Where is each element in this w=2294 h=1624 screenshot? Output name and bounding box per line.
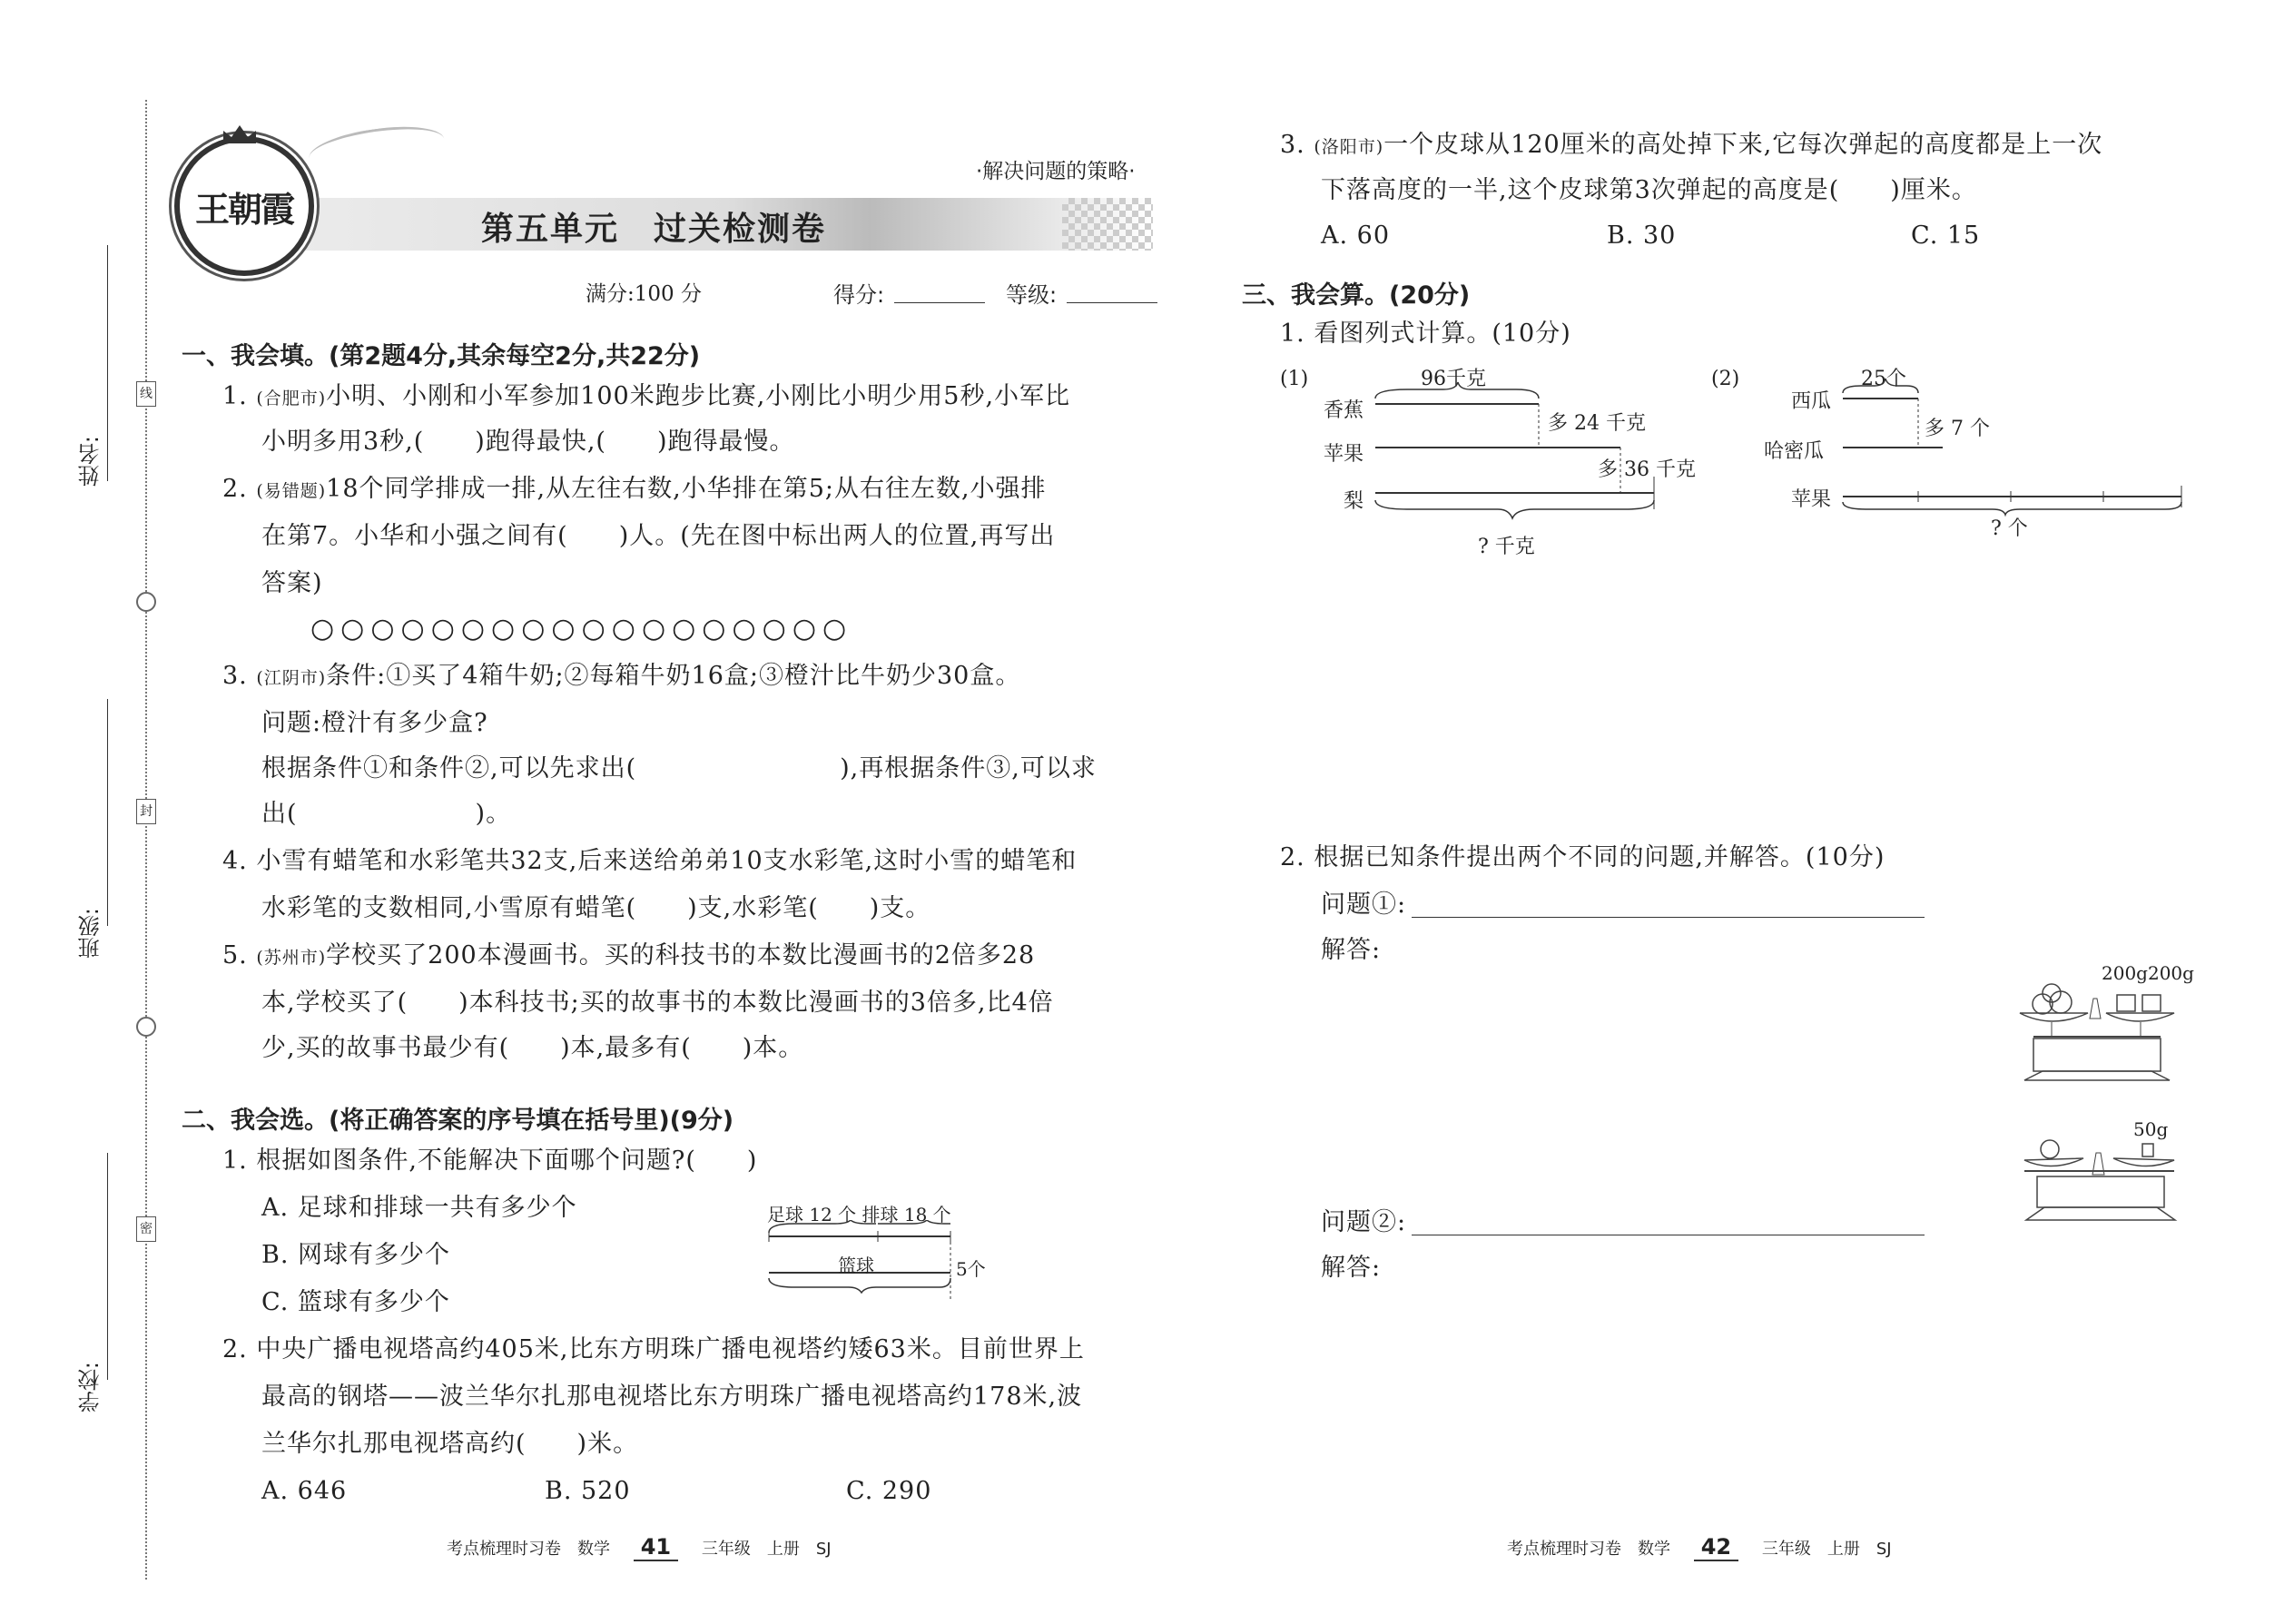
ball-diagram-top-label: 足球 12 个 排球 18 个: [767, 1204, 951, 1225]
diagram1-label-banana: 香蕉: [1324, 399, 1364, 422]
problem2-label: 问题②:: [1321, 1208, 1407, 1236]
answer1-label: 解答:: [1321, 936, 1382, 964]
problem1-field[interactable]: [1412, 917, 1925, 918]
diagram1-label-apple: 苹果: [1324, 443, 1364, 466]
s2-q2-option-a[interactable]: A. 646: [261, 1477, 348, 1505]
diagram1-more1: 多 24 千克: [1548, 412, 1646, 435]
q5-line2: 本,学校买了( )本科技书;买的故事书的本数比漫画书的3倍多,比4倍: [261, 989, 1054, 1017]
grade-field[interactable]: [1067, 302, 1157, 303]
weight-diagram: [1280, 359, 1707, 558]
q5-tag: (苏州市): [256, 948, 327, 968]
diagram1-top: 96千克: [1421, 368, 1486, 390]
seal-mark-mi: 密: [136, 1216, 156, 1242]
weight-label-2: 50g: [2133, 1118, 2169, 1140]
seal-mark-feng: 封: [136, 799, 156, 824]
q3-line4: 出( )。: [261, 800, 512, 828]
diagram2-top: 25个: [1861, 368, 1906, 390]
s2-q3-option-b[interactable]: B. 30: [1607, 221, 1677, 250]
diagram1-num: (1): [1280, 368, 1309, 390]
logo-text: 王朝霞: [194, 189, 293, 230]
q1-line2: 小明多用3秒,( )跑得最快,( )跑得最慢。: [261, 428, 795, 456]
q2-line1: 2. (易错题)18个同学排成一排,从左往右数,小华排在第5;从右往左数,小强排: [222, 475, 1047, 503]
diagram1-more2: 多 36 千克: [1598, 458, 1696, 481]
diagram2-more: 多 7 个: [1925, 418, 1990, 440]
ribbon-decoration: [307, 120, 448, 177]
header-tagline: ·解决问题的策略·: [976, 160, 1136, 183]
s2-q3-line2: 下落高度的一半,这个皮球第3次弹起的高度是( )厘米。: [1321, 176, 1977, 204]
s2-q2-line3: 兰华尔扎那电视塔高约( )米。: [261, 1430, 639, 1458]
q3-line1: 3. (江阴市)条件:①买了4箱牛奶;②每箱牛奶16盒;③橙汁比牛奶少30盒。: [222, 662, 1021, 690]
diagram2-label-watermelon: 西瓜: [1791, 390, 1832, 413]
q4-line1: 4. 小雪有蜡笔和水彩笔共32支,后来送给弟弟10支水彩笔,这时小雪的蜡笔和: [222, 847, 1078, 875]
q3-line2: 问题:橙汁有多少盒?: [261, 709, 488, 737]
weight-label-1: 200g200g: [2102, 962, 2194, 984]
brand-logo: [174, 136, 314, 276]
school-line: [107, 1153, 108, 1380]
diagram1-lines: [1280, 359, 1707, 540]
answer2-label: 解答:: [1321, 1254, 1382, 1282]
diagram2-num: (2): [1711, 368, 1740, 390]
s2-q1-stem: 1. 根据如图条件,不能解决下面哪个问题?( ): [222, 1147, 758, 1175]
balance-scale-illustration: [2006, 1118, 2197, 1227]
s3-q1-stem: 1. 看图列式计算。(10分): [1280, 320, 1571, 348]
balance-scale-illustration: [2006, 962, 2197, 1089]
swirl-icon: [136, 1017, 156, 1037]
page-number: 41: [634, 1534, 678, 1561]
q1-line1: 1. (合肥市)小明、小刚和小军参加100米跑步比赛,小刚比小明少用5秒,小军比: [222, 382, 1071, 410]
q4-line2: 水彩笔的支数相同,小雪原有蜡笔( )支,水彩笔( )支。: [261, 894, 931, 922]
s2-q1-option-a[interactable]: A. 足球和排球一共有多少个: [261, 1194, 577, 1222]
diagram1-label-pear: 梨: [1344, 490, 1364, 513]
ball-diagram: [767, 1200, 1003, 1309]
ball-diagram-mid-label: 篮球: [838, 1255, 874, 1276]
class-line: [107, 699, 108, 926]
diagram2-bottom: ? 个: [1991, 517, 2028, 540]
s2-q2-line2: 最高的钢塔——波兰华尔扎那电视塔比东方明珠广播电视塔高约178米,波: [261, 1383, 1083, 1411]
s2-q1-option-b[interactable]: B. 网球有多少个: [261, 1241, 451, 1269]
class-label: 班级:: [78, 908, 103, 960]
q2-line3: 答案): [261, 569, 323, 597]
s2-q3-option-a[interactable]: A. 60: [1321, 221, 1391, 250]
s2-q2-option-b[interactable]: B. 520: [545, 1477, 631, 1505]
section2-title: 二、我会选。(将正确答案的序号填在括号里)(9分): [182, 1107, 734, 1135]
scale2-drawing: [2006, 1135, 2197, 1229]
problem1-label: 问题①:: [1321, 891, 1407, 919]
q2-circles[interactable]: ○○○○○○○○○○○○○○○○○○: [310, 613, 853, 645]
grade-label: 等级:: [1006, 282, 1058, 308]
swirl-icon: [136, 592, 156, 612]
s2-q2-line1: 2. 中央广播电视塔高约405米,比东方明珠广播电视塔约矮63米。目前世界上: [222, 1335, 1085, 1363]
diagram2-lines: [1711, 359, 2183, 540]
s2-q2-option-c[interactable]: C. 290: [846, 1477, 932, 1505]
q5-line1: 5. (苏州市)学校买了200本漫画书。买的科技书的本数比漫画书的2倍多28: [222, 941, 1036, 969]
q5-line3: 少,买的故事书最少有( )本,最多有( )本。: [261, 1034, 804, 1062]
s2-q3-tag: (洛阳市): [1314, 137, 1384, 157]
ball-diagram-side-label: 5个: [956, 1258, 986, 1280]
seal-mark-xian: 线: [136, 381, 156, 407]
full-score: 满分:100 分: [586, 282, 702, 306]
footer-left: 考点梳理时习卷 数学 41 三年级 上册 SJ: [447, 1534, 832, 1560]
section3-title: 三、我会算。(20分): [1242, 281, 1471, 310]
q3-line3: 根据条件①和条件②,可以先求出( ),再根据条件③,可以求: [261, 754, 1097, 782]
school-label: 学校:: [78, 1362, 103, 1413]
diagram2-label-apple: 苹果: [1791, 488, 1832, 511]
q3-tag: (江阴市): [256, 668, 327, 688]
s2-q3-option-c[interactable]: C. 15: [1911, 221, 1981, 250]
scale1-drawing: [2006, 982, 2197, 1089]
s3-q2-stem: 2. 根据已知条件提出两个不同的问题,并解答。(10分): [1280, 843, 1885, 871]
page-title: 第五单元 过关检测卷: [481, 211, 827, 248]
q2-line2: 在第7。小华和小强之间有( )人。(先在图中标出两人的位置,再写出: [261, 522, 1056, 550]
count-diagram: [1711, 359, 2183, 558]
q2-tag: (易错题): [256, 481, 327, 501]
binding-dotted-line: [145, 100, 147, 1580]
score-field[interactable]: [894, 302, 985, 303]
footer-right: 考点梳理时习卷 数学 42 三年级 上册 SJ: [1507, 1534, 1892, 1560]
crown-icon: [223, 125, 256, 143]
page-number: 42: [1694, 1534, 1738, 1561]
q1-tag: (合肥市): [256, 389, 327, 408]
header-checker-pattern: [1062, 198, 1153, 251]
score-label: 得分:: [833, 282, 885, 308]
name-line: [107, 245, 108, 481]
name-label: 姓名:: [78, 436, 103, 487]
s2-q1-option-c[interactable]: C. 篮球有多少个: [261, 1288, 450, 1316]
s2-q3-line1: 3. (洛阳市)一个皮球从120厘米的高处掉下来,它每次弹起的高度都是上一次: [1280, 131, 2103, 159]
diagram1-bottom: ? 千克: [1478, 536, 1535, 558]
diagram2-label-melon: 哈密瓜: [1764, 440, 1825, 463]
section1-title: 一、我会填。(第2题4分,其余每空2分,共22分): [182, 342, 701, 370]
